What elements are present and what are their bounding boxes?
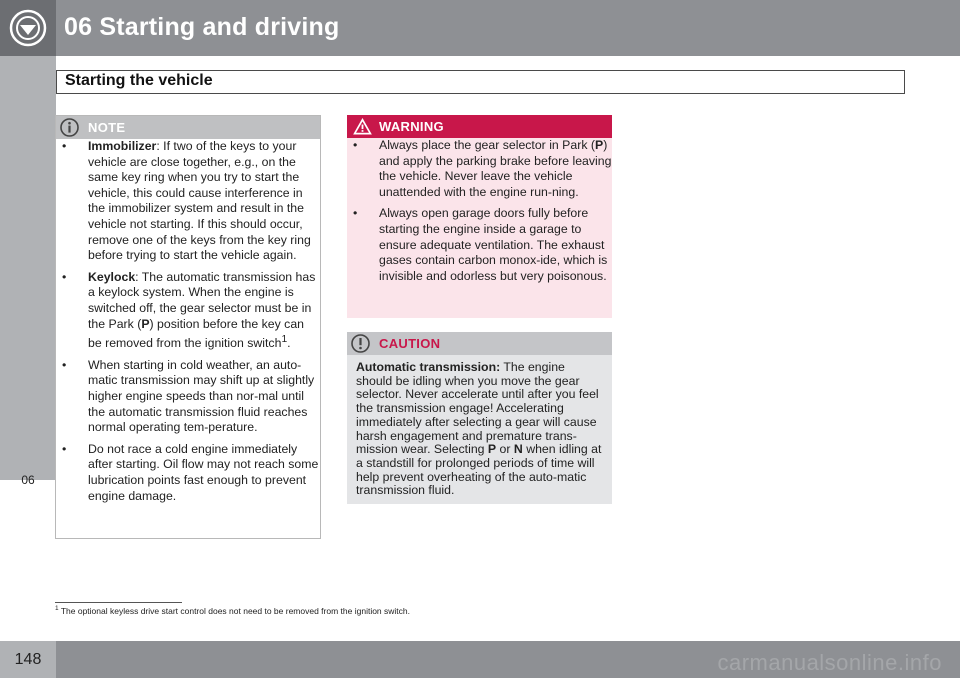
section-header — [56, 70, 905, 94]
warning-text: Always place the gear selector in Park ( — [379, 138, 595, 152]
caution-body — [347, 355, 612, 498]
chapter-title: 06 Starting and driving — [64, 13, 340, 41]
list-item — [56, 358, 320, 436]
chapter-tab-number: 06 — [21, 473, 35, 487]
warning-text: Always open garage doors fully before starting the engine inside a garage to ensure adequate ventilation. The exhaust gases contain carbon monox-ide, which is invisible and odorless but very poisonous. — [379, 206, 608, 283]
warning-list — [347, 138, 612, 284]
list-item — [56, 139, 320, 264]
note-title: NOTE — [88, 120, 126, 135]
note-term: Immobilizer — [88, 139, 157, 153]
caution-header — [347, 332, 612, 355]
note-list — [56, 139, 320, 504]
caution-icon — [351, 334, 370, 353]
page-number-box — [0, 641, 56, 678]
caution-box — [347, 332, 612, 504]
warning-title: WARNING — [379, 119, 444, 134]
caution-title: CAUTION — [379, 336, 441, 351]
bullet: • — [353, 206, 358, 221]
bullet: • — [62, 357, 67, 372]
section-title: Starting the vehicle — [65, 72, 213, 89]
gear-code: N — [513, 442, 523, 457]
gear-code: P — [487, 442, 497, 457]
note-term: Keylock — [88, 269, 136, 284]
watermark: carmanualsonline.info — [717, 650, 942, 675]
list-item — [347, 138, 612, 200]
chapter-tab — [0, 56, 56, 487]
note-text: When starting in cold weather, an auto-matic transmission may shift up at slightly higher engine speeds than nor-mal until the automatic transmission fluid reaches normal operating tem-perature. — [88, 357, 315, 435]
warning-triangle-icon — [353, 118, 372, 135]
warning-header — [347, 115, 612, 138]
note-box — [55, 115, 321, 539]
footnote-text: The optional keyless drive start control does not need to be removed from the ignition switch. — [60, 605, 410, 616]
bullet: • — [62, 441, 67, 456]
chapter-logo — [0, 0, 56, 56]
steering-wheel-icon — [8, 8, 48, 48]
note-text: . — [287, 336, 291, 351]
bullet: • — [62, 139, 67, 153]
list-item — [347, 206, 612, 284]
note-text: : If two of the keys to your vehicle are close together, e.g., on the same key ring when you try to start the vehicle, this could cause interference in the immobilizer system and result in the vehicle not starting. If this should occur, remove one of the keys from the key ring before trying to start the vehicle again. — [88, 139, 311, 263]
bullet: • — [353, 138, 358, 152]
note-text: : The automatic transmission has a keylock system. When the engine is switched off, the gear selector must be in the Park ( — [88, 269, 316, 331]
warning-box — [347, 115, 612, 318]
note-text: ) position before the key can be removed from the ignition switch — [88, 316, 305, 351]
info-icon — [60, 118, 79, 137]
caution-text: or — [496, 442, 514, 457]
bullet: • — [62, 269, 67, 284]
note-header — [56, 116, 320, 139]
warning-text: ) and apply the parking brake before leaving the vehicle. Never leave the vehicle unattended with the engine run-ning. — [379, 138, 612, 199]
footnote-mark: 1 — [55, 605, 59, 612]
caution-lead: Automatic transmission: — [356, 360, 501, 374]
gear-code: P — [594, 138, 604, 152]
note-text: Do not race a cold engine immediately after starting. Oil flow may not reach some lubrication points fast enough to prevent engine damage. — [88, 441, 319, 503]
footnote — [55, 605, 410, 616]
footnote-rule — [55, 602, 182, 603]
footnote-reference: 1 — [281, 334, 288, 346]
caution-text: when idling at a standstill for prolonged periods of time will help prevent overheating of the auto-matic transmission fluid. — [356, 442, 602, 498]
list-item — [56, 270, 320, 352]
list-item — [56, 442, 320, 504]
page-number: 148 — [14, 651, 42, 668]
gear-code: P — [141, 316, 150, 331]
caution-text: The engine should be idling when you move the gear selector. Never accelerate until after you feel the transmission engage! Accelerating immediately after selecting a gear will cause harsh engagement and premature trans-mission wear. Selecting — [356, 360, 599, 457]
